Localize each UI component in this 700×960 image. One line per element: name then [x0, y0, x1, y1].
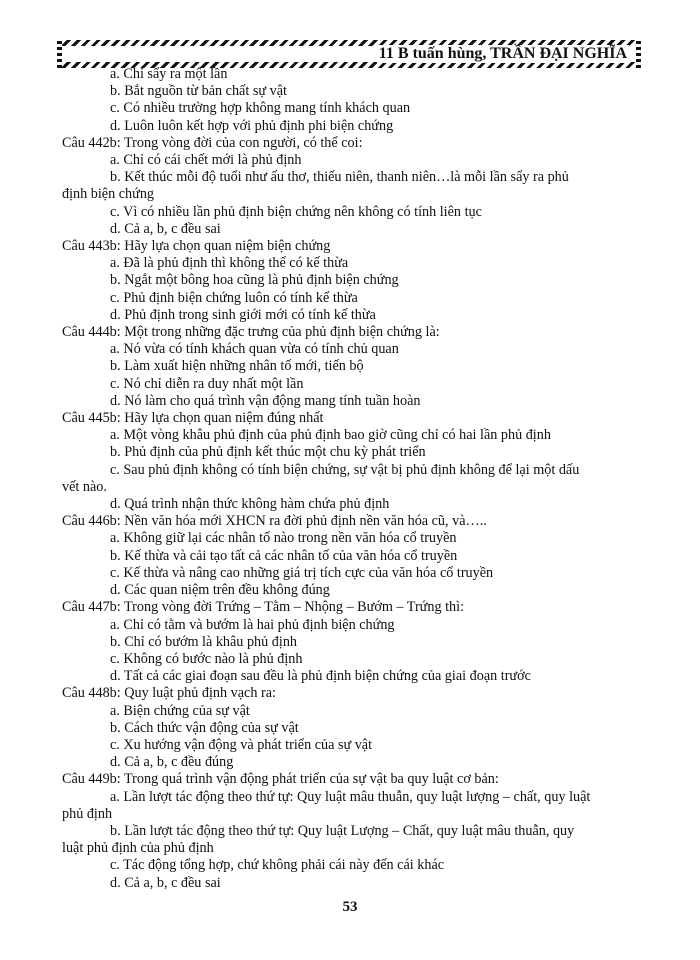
answer-option: d. Nó làm cho quá trình vận động mang tính tuần hoàn: [110, 392, 421, 409]
answer-option: d. Cả a, b, c đều sai: [110, 220, 221, 237]
answer-option: b. Ngắt một bông hoa cũng là phủ định biện chứng: [110, 272, 399, 289]
answer-option: d. Phủ định trong sinh giới mới có tính kế thừa: [110, 306, 376, 323]
answer-option: b. Bắt nguồn từ bản chất sự vật: [110, 83, 287, 100]
answer-option: b. Phủ định của phủ định kết thúc một chu kỳ phát triển: [110, 444, 426, 461]
answer-option: b. Kế thừa và cải tạo tất cả các nhân tố của văn hóa cổ truyền: [110, 547, 458, 564]
answer-option: a. Chỉ có cái chết mới là phủ định: [110, 152, 302, 169]
page-header: [57, 40, 641, 68]
question-text: Câu 447b: Trong vòng đời Trứng – Tằm – Nhộng – Bướm – Trứng thì:: [62, 599, 465, 616]
answer-option: c. Xu hướng vận động và phát triển của sự vật: [110, 736, 373, 753]
answer-option: d. Cả a, b, c đều sai: [110, 874, 221, 891]
question-list: [62, 66, 642, 892]
question-text: Câu 448b: Quy luật phủ định vạch ra:: [62, 685, 276, 702]
answer-option: c. Vì có nhiều lần phủ định biện chứng nên không có tính liên tục: [110, 203, 482, 220]
header-title: 11 B tuấn hùng, TRẦN ĐẠI NGHĨA: [378, 45, 627, 62]
answer-option: d. Quá trình nhận thức không hàm chứa phủ định: [110, 496, 390, 513]
continuation-text: vết nào.: [62, 478, 107, 495]
answer-option: b. Chỉ có bướm là khâu phủ định: [110, 633, 298, 650]
question-text: Câu 445b: Hãy lựa chọn quan niệm đúng nhất: [62, 410, 324, 427]
continuation-text: luật phủ định của phủ định: [62, 840, 214, 857]
question-text: Câu 442b: Trong vòng đời của con người, có thể coi:: [62, 134, 363, 151]
answer-option: c. Sau phủ định không có tính biện chứng, sự vật bị phủ định không để lại một dấu: [110, 461, 580, 478]
answer-option: c. Kế thừa và nâng cao những giá trị tích cực của văn hóa cổ truyền: [110, 564, 494, 581]
answer-option: a. Nó vừa có tính khách quan vừa có tính chủ quan: [110, 341, 399, 358]
header-border-left: [57, 40, 62, 68]
answer-option: c. Nó chỉ diễn ra duy nhất một lần: [110, 375, 304, 392]
question-text: Câu 443b: Hãy lựa chọn quan niệm biện chứng: [62, 238, 331, 255]
answer-option: a. Không giữ lại các nhân tố nào trong nền văn hóa cổ truyền: [110, 530, 457, 547]
answer-option: a. Chỉ có tằm và bướm là hai phủ định biện chứng: [110, 616, 395, 633]
answer-option: d. Tất cả các giai đoạn sau đều là phủ định biện chứng của giai đoạn trước: [110, 668, 531, 685]
answer-option: b. Làm xuất hiện những nhân tố mới, tiến bộ: [110, 358, 364, 375]
answer-option: d. Các quan niệm trên đều không đúng: [110, 582, 330, 599]
answer-option: d. Cả a, b, c đều đúng: [110, 754, 234, 771]
answer-option: b. Cách thức vận động của sự vật: [110, 719, 299, 736]
header-border-right: [636, 40, 641, 68]
answer-option: d. Luôn luôn kết hợp với phủ định phi biện chứng: [110, 117, 394, 134]
question-text: Câu 449b: Trong quá trình vận động phát triển của sự vật ba quy luật cơ bản:: [62, 771, 499, 788]
answer-option: a. Biện chứng của sự vật: [110, 702, 250, 719]
answer-option: a. Chỉ sẩy ra một lần: [110, 66, 228, 82]
continuation-text: định biện chứng: [62, 186, 155, 203]
continuation-text: phủ định: [62, 805, 113, 822]
answer-option: a. Lần lượt tác động theo thứ tự: Quy luật mâu thuẫn, quy luật lượng – chất, quy luật: [110, 788, 591, 805]
answer-option: c. Có nhiều trường hợp không mang tính khách quan: [110, 100, 411, 117]
answer-option: b. Kết thúc mỗi độ tuổi như ấu thơ, thiếu niên, thanh niên…là mỗi lần sẩy ra phủ: [110, 169, 569, 186]
page-number: 53: [342, 899, 358, 915]
answer-option: b. Lần lượt tác động theo thứ tự: Quy luật Lượng – Chất, quy luật mâu thuẫn, quy: [110, 822, 575, 839]
question-text: Câu 444b: Một trong những đặc trưng của phủ định biện chứng là:: [62, 324, 440, 341]
answer-option: c. Phủ định biện chứng luôn có tính kế thừa: [110, 289, 358, 306]
question-text: Câu 446b: Nền văn hóa mới XHCN ra đời phủ định nền văn hóa cũ, và…..: [62, 513, 487, 530]
answer-option: c. Tác động tổng hợp, chứ không phải cái này đến cái khác: [110, 857, 445, 874]
answer-option: a. Một vòng khâu phủ định của phủ định bao giờ cũng chỉ có hai lần phủ định: [110, 427, 551, 444]
answer-option: c. Không có bước nào là phủ định: [110, 650, 303, 667]
answer-option: a. Đã là phủ định thì không thể có kế thừa: [110, 255, 349, 272]
